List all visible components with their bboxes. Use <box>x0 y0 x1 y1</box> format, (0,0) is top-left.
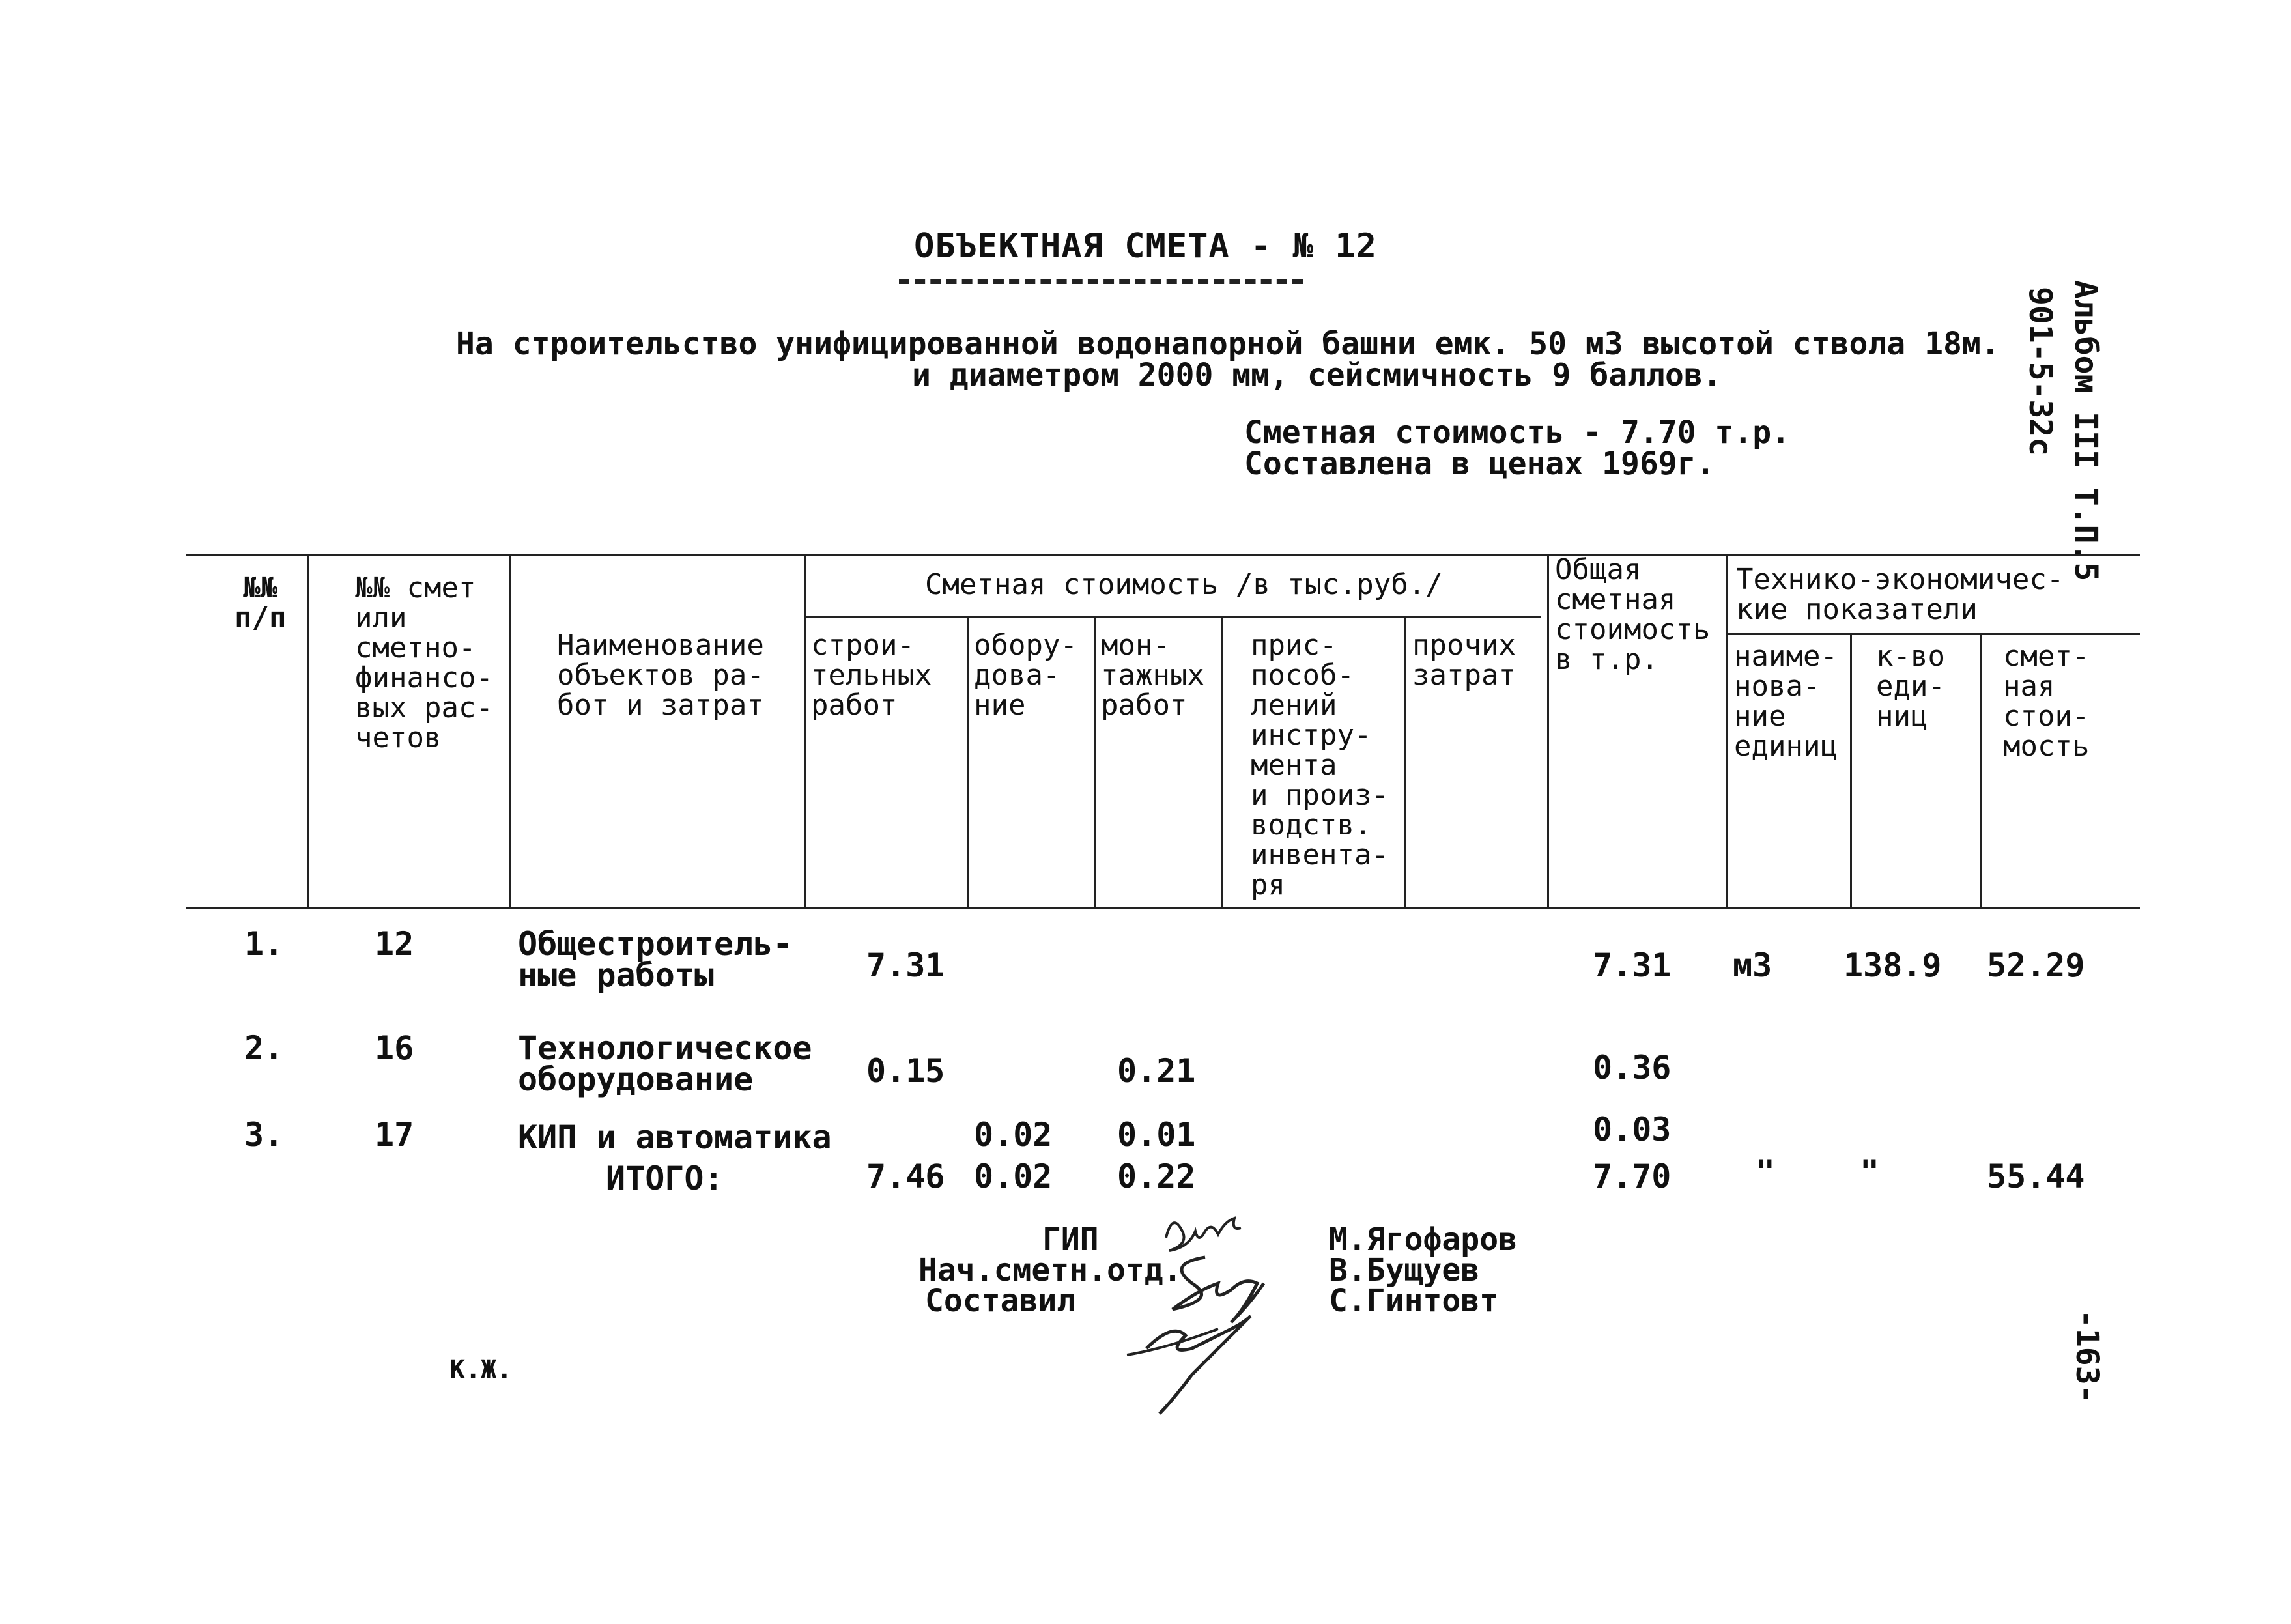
row-name: Общестроитель- ные работы <box>518 925 793 994</box>
row-estimate-no: 12 <box>375 925 414 963</box>
album-label: Альбом III Т.П.5 <box>2068 280 2104 582</box>
document-title: ОБЪЕКТНАЯ СМЕТА - № 12 <box>914 227 1377 266</box>
row-cost: 52.29 <box>1987 947 2085 984</box>
header-construction: строи- тельных работ <box>811 629 932 722</box>
total-construction: 7.46 <box>866 1158 945 1195</box>
row-construction: 7.31 <box>866 947 945 984</box>
col-divider <box>509 554 511 909</box>
subtitle-line-2: и диаметром 2000 мм, сейсмичность 9 баллов. <box>912 357 1722 393</box>
header-total: Общая сметная стоимость в т.р. <box>1555 553 1711 676</box>
row-equipment: 0.02 <box>974 1116 1053 1154</box>
row-total: 0.36 <box>1593 1049 1672 1087</box>
total-equipment: 0.02 <box>974 1158 1053 1195</box>
head-name: В.Бущуев <box>1329 1252 1480 1289</box>
total-label: ИТОГО: <box>606 1160 724 1197</box>
col-divider <box>1547 554 1549 909</box>
total-total: 7.70 <box>1593 1158 1672 1195</box>
cost-group-rule <box>804 616 1541 618</box>
page-number: -163- <box>2069 1309 2105 1404</box>
estimated-cost: Сметная стоимость - 7.70 т.р. <box>1244 414 1791 451</box>
header-num: №№ п/п <box>235 571 287 634</box>
row-num: 2. <box>244 1029 284 1067</box>
total-unit: " <box>1756 1153 1776 1191</box>
total-mounting: 0.22 <box>1117 1158 1196 1195</box>
col-divider <box>1404 616 1406 909</box>
table-top-rule <box>186 554 2140 556</box>
row-num: 1. <box>244 925 284 963</box>
gip-title: ГИП <box>1042 1221 1099 1258</box>
author-title: Составил <box>925 1283 1076 1319</box>
header-tools: прис- пособ- лений инстру- мента и произ- водств. инвента- ря <box>1251 629 1389 902</box>
handwritten-signatures <box>1068 1199 1342 1433</box>
total-qty: " <box>1860 1153 1880 1191</box>
col-divider <box>1850 633 1852 909</box>
table-header-bottom-rule <box>186 907 2140 909</box>
row-construction: 0.15 <box>866 1052 945 1090</box>
row-name: Технологическое оборудование <box>518 1029 812 1098</box>
price-level: Составлена в ценах 1969г. <box>1244 446 1715 482</box>
col-divider <box>1726 554 1728 909</box>
row-mounting: 0.01 <box>1117 1116 1196 1154</box>
title-underline <box>899 279 1303 284</box>
col-divider <box>804 554 806 909</box>
col-divider <box>1094 616 1096 909</box>
footer-mark: К.Ж. <box>449 1355 513 1385</box>
author-name: С.Гинтовт <box>1329 1283 1499 1319</box>
header-unit-qty: к-во еди- ниц <box>1876 640 1945 733</box>
header-other: прочих затрат <box>1412 629 1516 692</box>
total-cost: 55.44 <box>1987 1158 2085 1195</box>
col-divider <box>967 616 969 909</box>
row-mounting: 0.21 <box>1117 1052 1196 1090</box>
row-estimate-no: 17 <box>375 1116 414 1154</box>
col-divider <box>1221 616 1223 909</box>
row-unit: м3 <box>1733 947 1772 984</box>
tei-group-rule <box>1726 633 2140 635</box>
row-estimate-no: 16 <box>375 1029 414 1067</box>
header-unit-name: наиме- нова- ние единиц <box>1734 640 1838 763</box>
header-estimate-no: №№ смет или сметно- финансо- вых рас- четов <box>355 571 493 754</box>
header-name: Наименование объектов ра- бот и затрат <box>557 629 764 722</box>
row-total: 0.03 <box>1593 1111 1672 1148</box>
row-num: 3. <box>244 1116 284 1154</box>
row-name: КИП и автоматика <box>518 1118 832 1156</box>
header-equipment: обору- дова- ние <box>974 629 1077 722</box>
header-mounting: мон- тажных работ <box>1101 629 1204 722</box>
col-divider <box>307 554 309 909</box>
subtitle-line-1: На строительство унифицированной водонапорной башни емк. 50 м3 высотой ствола 18м. <box>456 326 2000 362</box>
header-tei-group: Технико-экономичес- кие показатели <box>1736 563 2064 626</box>
header-cost-group: Сметная стоимость /в тыс.руб./ <box>925 568 1443 601</box>
project-code: 901-5-32с <box>2022 287 2058 457</box>
row-total: 7.31 <box>1593 947 1672 984</box>
col-divider <box>1980 633 1982 909</box>
row-qty: 138.9 <box>1843 947 1942 984</box>
header-unit-cost: смет- ная стои- мость <box>2003 640 2090 763</box>
head-title: Нач.сметн.отд. <box>918 1252 1182 1289</box>
gip-name: М.Ягофаров <box>1329 1221 1517 1258</box>
